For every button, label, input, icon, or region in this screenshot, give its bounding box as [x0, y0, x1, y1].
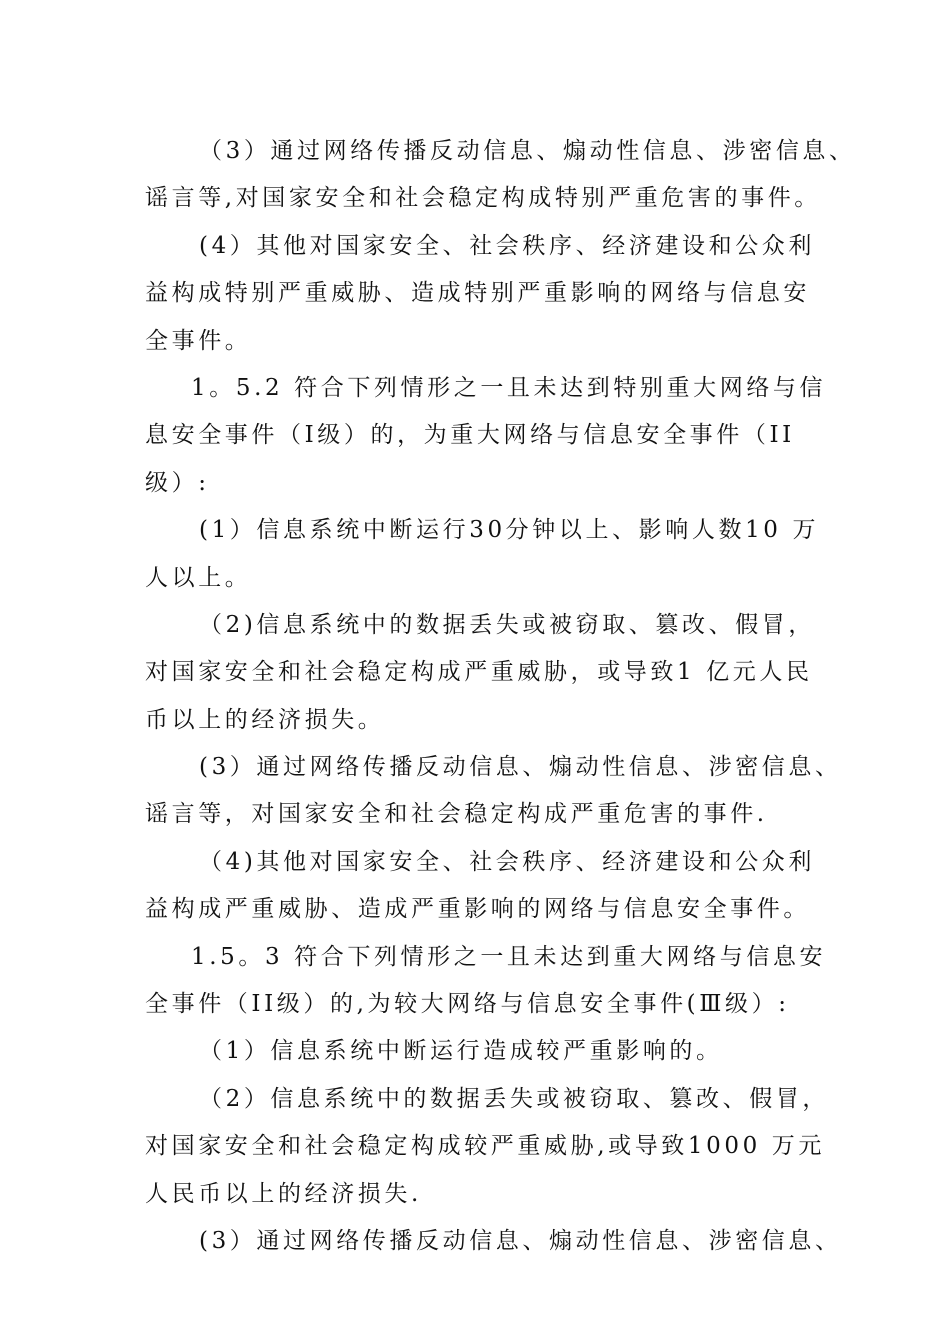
- paragraph-line: (3）通过网络传播反动信息、煽动性信息、涉密信息、: [199, 754, 842, 781]
- paragraph-line: 益构成严重威胁、造成严重影响的网络与信息安全事件。: [145, 896, 810, 923]
- paragraph-line: (1）信息系统中断运行30分钟以上、影响人数10 万: [199, 517, 820, 544]
- paragraph-line: (3）通过网络传播反动信息、煽动性信息、涉密信息、: [199, 1227, 842, 1254]
- paragraph-line: 谣言等,对国家安全和社会稳定构成特别严重危害的事件。: [145, 185, 821, 212]
- paragraph-line: 息安全事件（Ⅰ级）的，为重大网络与信息安全事件（II: [145, 422, 795, 449]
- paragraph-line: （2）信息系统中的数据丢失或被窃取、篡改、假冒，: [199, 1085, 830, 1112]
- paragraph-line: 益构成特别严重威胁、造成特别严重影响的网络与信息安: [145, 280, 810, 307]
- paragraph-line: 谣言等，对国家安全和社会稳定构成严重危害的事件.: [145, 801, 768, 828]
- paragraph-line: （3）通过网络传播反动信息、煽动性信息、涉密信息、: [199, 138, 856, 164]
- paragraph-line: （4)其他对国家安全、社会秩序、经济建设和公众利: [199, 848, 816, 875]
- section-heading-line: 1。5.2 符合下列情形之一且未达到特别重大网络与信: [191, 374, 827, 401]
- paragraph-line: （1）信息系统中断运行造成较严重影响的。: [199, 1038, 723, 1065]
- paragraph-line: 人民币以上的经济损失.: [145, 1180, 422, 1207]
- paragraph-line: 对国家安全和社会稳定构成严重威胁，或导致1 亿元人民: [145, 659, 813, 686]
- paragraph-line: 对国家安全和社会稳定构成较严重威胁,或导致1000 万元: [145, 1133, 825, 1160]
- paragraph-line: 全事件。: [145, 327, 252, 354]
- document-body: [145, 128, 856, 1265]
- paragraph-line: 全事件（II级）的,为较大网络与信息安全事件(Ⅲ级）:: [145, 991, 790, 1018]
- paragraph-line: （2)信息系统中的数据丢失或被窃取、篡改、假冒，: [199, 611, 816, 638]
- paragraph-line: (4）其他对国家安全、社会秩序、经济建设和公众利: [199, 232, 816, 259]
- paragraph-line: 人以上。: [145, 564, 252, 591]
- section-heading-line: 1.5。3 符合下列情形之一且未达到重大网络与信息安: [191, 943, 827, 970]
- paragraph-line: 币以上的经济损失。: [145, 706, 385, 733]
- paragraph-line: 级）:: [145, 469, 210, 496]
